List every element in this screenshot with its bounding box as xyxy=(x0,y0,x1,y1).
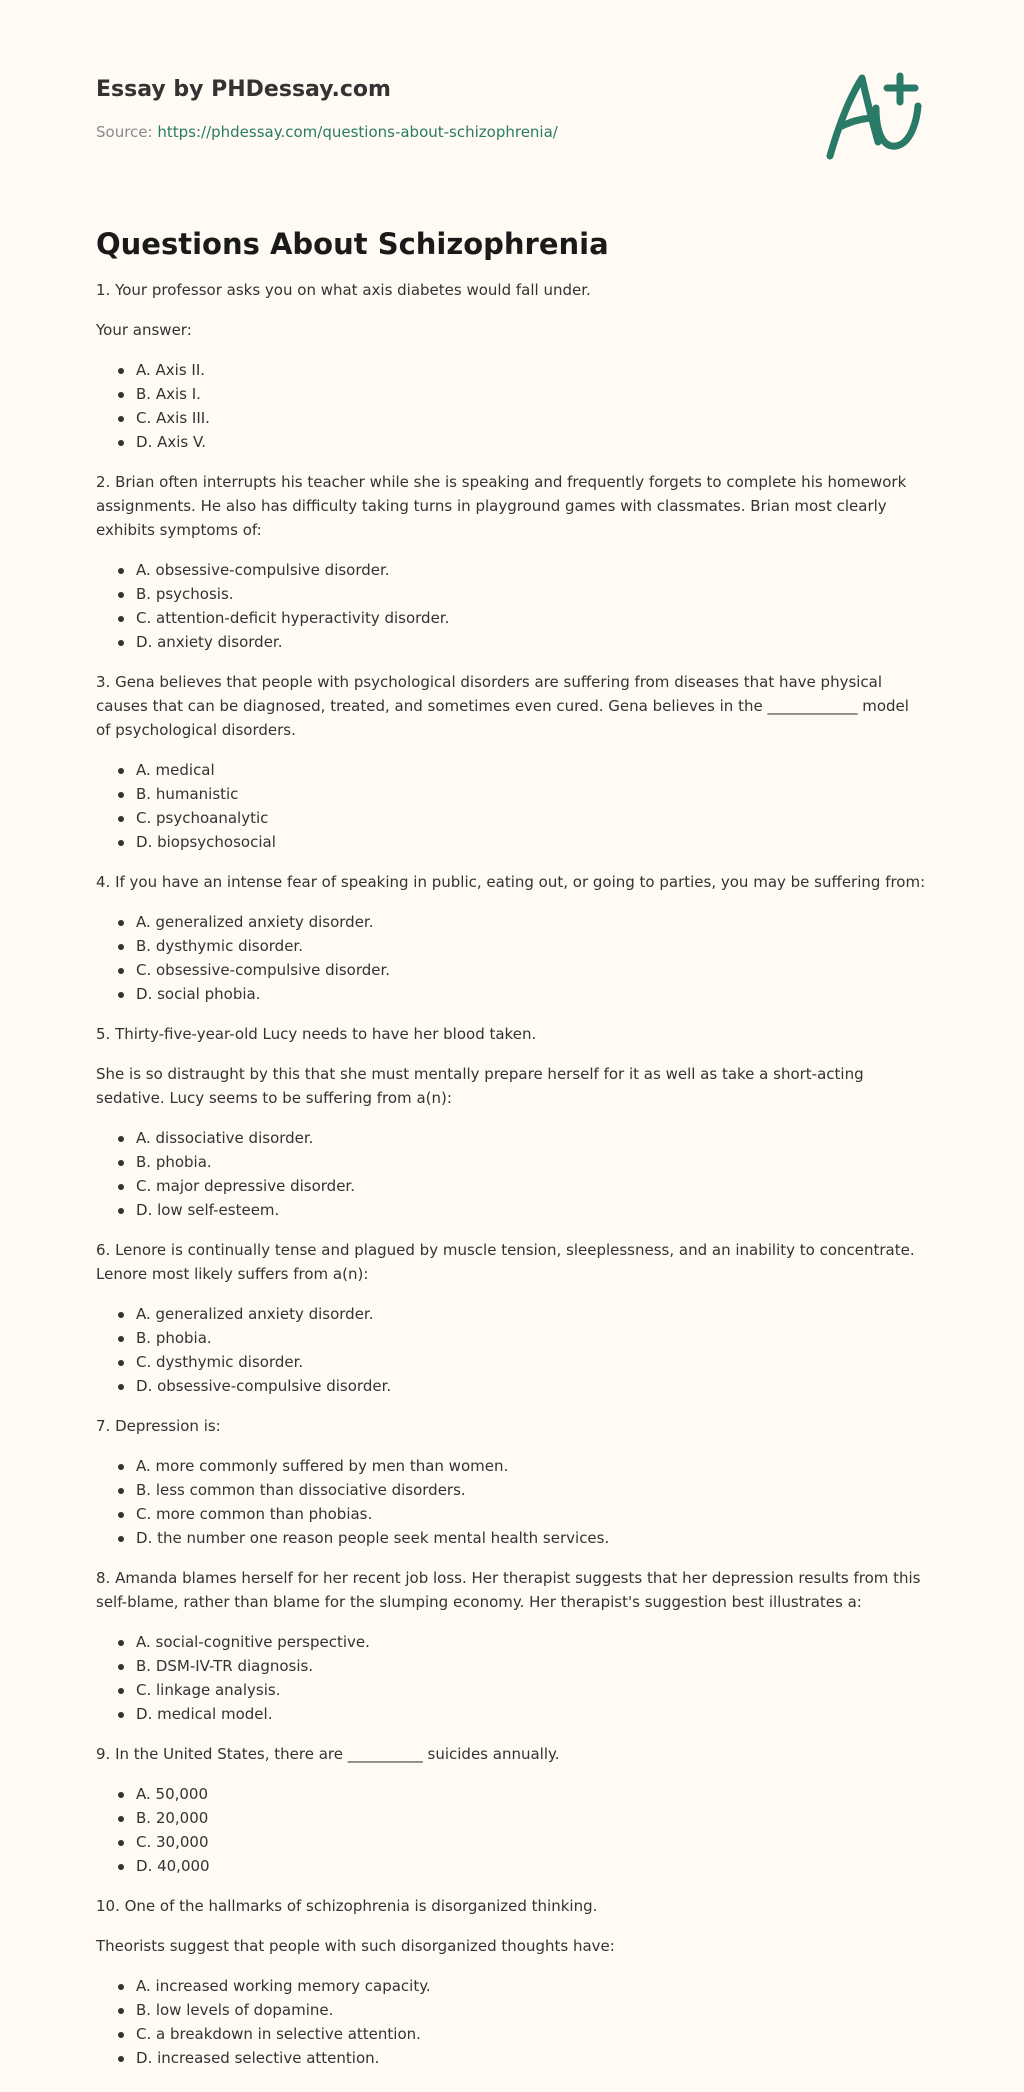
question-text: 8. Amanda blames herself for her recent job loss. Her therapist suggests that her depression results from this self-blame, rather than blame for the slumping economy. Her therapist's suggestion best illustrates a: xyxy=(96,1569,921,1611)
answer-options-list xyxy=(96,1630,926,1726)
answer-option: D. anxiety disorder. xyxy=(136,630,926,654)
question-text: 1. Your professor asks you on what axis diabetes would fall under. xyxy=(96,281,591,299)
source-line xyxy=(96,122,896,142)
answer-option: C. a breakdown in selective attention. xyxy=(136,2022,926,2046)
answer-option: C. 30,000 xyxy=(136,1830,926,1854)
answer-option: B. phobia. xyxy=(136,1326,926,1350)
answer-option: C. psychoanalytic xyxy=(136,806,926,830)
answer-options-list xyxy=(96,558,926,654)
answer-option: A. Axis II. xyxy=(136,358,926,382)
answer-option: C. obsessive-compulsive disorder. xyxy=(136,958,926,982)
answer-option: D. 40,000 xyxy=(136,1854,926,1878)
answer-option: B. DSM-IV-TR diagnosis. xyxy=(136,1654,926,1678)
question-text: 3. Gena believes that people with psychological disorders are suffering from diseases that have physical causes that can be diagnosed, treated, and sometimes even cured. Gena believes in the ____________ model of psychological disorders. xyxy=(96,673,909,739)
answer-options-list xyxy=(96,1126,926,1222)
answer-option: A. 50,000 xyxy=(136,1782,926,1806)
site-title: Essay by PHDessay.com xyxy=(96,77,391,102)
answer-option: B. Axis I. xyxy=(136,382,926,406)
question-text: 9. In the United States, there are __________ suicides annually. xyxy=(96,1745,560,1763)
answer-option: A. dissociative disorder. xyxy=(136,1126,926,1150)
page-header xyxy=(96,76,896,142)
answer-option: B. humanistic xyxy=(136,782,926,806)
answer-option: A. generalized anxiety disorder. xyxy=(136,910,926,934)
answer-option: D. increased selective attention. xyxy=(136,2046,926,2070)
answer-option: A. more commonly suffered by men than women. xyxy=(136,1454,926,1478)
question-text: 7. Depression is: xyxy=(96,1417,221,1435)
answer-option: C. linkage analysis. xyxy=(136,1678,926,1702)
answer-option: A. generalized anxiety disorder. xyxy=(136,1302,926,1326)
answer-option: B. less common than dissociative disorders. xyxy=(136,1478,926,1502)
answer-options-list xyxy=(96,1974,926,2070)
answer-option: A. social-cognitive perspective. xyxy=(136,1630,926,1654)
answer-option: B. psychosis. xyxy=(136,582,926,606)
source-label: Source: xyxy=(96,123,153,141)
essay-content xyxy=(96,226,926,2086)
answer-option: D. the number one reason people seek mental health services. xyxy=(136,1526,926,1550)
question-text: 5. Thirty-five-year-old Lucy needs to have her blood taken. xyxy=(96,1025,537,1043)
answer-option: A. increased working memory capacity. xyxy=(136,1974,926,1998)
answer-option: C. attention-deficit hyperactivity disorder. xyxy=(136,606,926,630)
answer-option: C. Axis III. xyxy=(136,406,926,430)
question-subtext: Your answer: xyxy=(96,321,192,339)
answer-options-list xyxy=(96,758,926,854)
question-subtext: She is so distraught by this that she must mentally prepare herself for it as well as take a short-acting sedative. Lucy seems to be suffering from a(n): xyxy=(96,1065,864,1107)
answer-option: D. medical model. xyxy=(136,1702,926,1726)
a-plus-logo-icon xyxy=(818,66,930,170)
answer-option: C. dysthymic disorder. xyxy=(136,1350,926,1374)
answer-option: B. low levels of dopamine. xyxy=(136,1998,926,2022)
answer-option: A. medical xyxy=(136,758,926,782)
question-text: 4. If you have an intense fear of speaking in public, eating out, or going to parties, you may be suffering from: xyxy=(96,873,926,891)
answer-options-list xyxy=(96,1302,926,1398)
essay-title: Questions About Schizophrenia xyxy=(96,227,609,261)
answer-options-list xyxy=(96,1454,926,1550)
answer-option: C. more common than phobias. xyxy=(136,1502,926,1526)
answer-options-list xyxy=(96,1782,926,1878)
answer-options-list xyxy=(96,358,926,454)
question-text: 10. One of the hallmarks of schizophrenia is disorganized thinking. xyxy=(96,1897,598,1915)
answer-option: B. dysthymic disorder. xyxy=(136,934,926,958)
source-link[interactable]: https://phdessay.com/questions-about-schizophrenia/ xyxy=(157,123,558,141)
answer-option: D. obsessive-compulsive disorder. xyxy=(136,1374,926,1398)
answer-option: B. phobia. xyxy=(136,1150,926,1174)
answer-option: D. low self-esteem. xyxy=(136,1198,926,1222)
question-subtext: Theorists suggest that people with such disorganized thoughts have: xyxy=(96,1937,615,1955)
question-text: 2. Brian often interrupts his teacher while she is speaking and frequently forgets to complete his homework assignments. He also has difficulty taking turns in playground games with classmates. Brian most clearly exhibits symptoms of: xyxy=(96,473,907,539)
answer-option: A. obsessive-compulsive disorder. xyxy=(136,558,926,582)
answer-option: D. biopsychosocial xyxy=(136,830,926,854)
answer-option: B. 20,000 xyxy=(136,1806,926,1830)
answer-option: D. Axis V. xyxy=(136,430,926,454)
answer-option: D. social phobia. xyxy=(136,982,926,1006)
question-text: 6. Lenore is continually tense and plagued by muscle tension, sleeplessness, and an inability to concentrate. Lenore most likely suffers from a(n): xyxy=(96,1241,915,1283)
answer-option: C. major depressive disorder. xyxy=(136,1174,926,1198)
answer-options-list xyxy=(96,910,926,1006)
